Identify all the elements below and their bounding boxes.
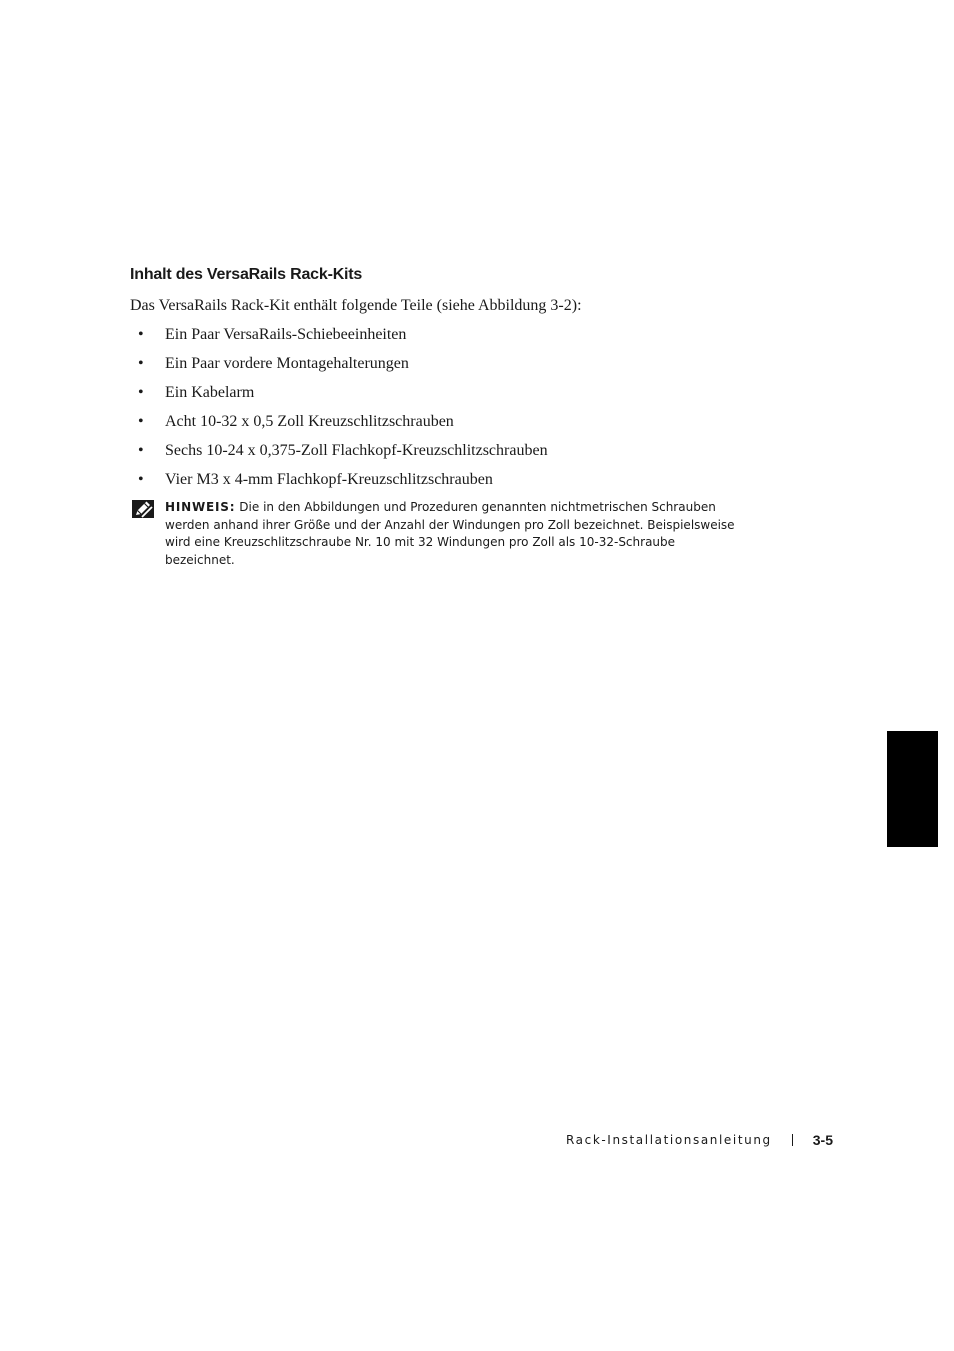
list-item <box>130 324 740 346</box>
list-item-text: Vier M3 x 4-mm Flachkopf-Kreuzschlitzschrauben <box>165 471 493 488</box>
intro-paragraph: Das VersaRails Rack-Kit enthält folgende Teile (siehe Abbildung 3-2): <box>130 297 582 314</box>
page-footer <box>566 1130 833 1150</box>
note-text <box>165 499 740 569</box>
note-body: Die in den Abbildungen und Prozeduren genannten nichtmetrischen Schrauben werden anhand ihrer Größe und der Anzahl der Windungen pro Zoll bezeichnet. Beispielsweise wird eine Kreuzschlitzschraube Nr. 10 mit 32 Windungen pro Zoll als 10-32-Schraube bezeichnet. <box>165 500 735 567</box>
page-number: 3-5 <box>812 1132 833 1148</box>
page-content <box>130 264 740 569</box>
list-item <box>130 382 740 404</box>
list-item-text: Acht 10-32 x 0,5 Zoll Kreuzschlitzschrauben <box>165 413 454 430</box>
pencil-note-icon <box>132 500 154 518</box>
list-item-text: Ein Paar vordere Montagehalterungen <box>165 355 409 372</box>
chapter-tab <box>887 731 938 847</box>
list-item-text: Sechs 10-24 x 0,375-Zoll Flachkopf-Kreuzschlitzschrauben <box>165 442 548 459</box>
list-item-text: Ein Kabelarm <box>165 384 255 401</box>
section-heading: Inhalt des VersaRails Rack-Kits <box>130 266 363 283</box>
note-block <box>130 499 740 569</box>
list-item <box>130 411 740 433</box>
footer-divider <box>792 1134 793 1146</box>
bullet: • <box>138 355 144 372</box>
list-item <box>130 469 740 491</box>
list-item-text: Ein Paar VersaRails-Schiebeeinheiten <box>165 326 407 343</box>
note-label: HINWEIS: <box>165 500 236 514</box>
bullet: • <box>138 471 144 488</box>
list-item <box>130 440 740 462</box>
bullet: • <box>138 442 144 459</box>
bullet: • <box>138 326 144 343</box>
bullet: • <box>138 384 144 401</box>
bullet: • <box>138 413 144 430</box>
list-item <box>130 353 740 375</box>
footer-title: Rack-Installationsanleitung <box>566 1133 772 1147</box>
parts-list <box>130 324 740 491</box>
